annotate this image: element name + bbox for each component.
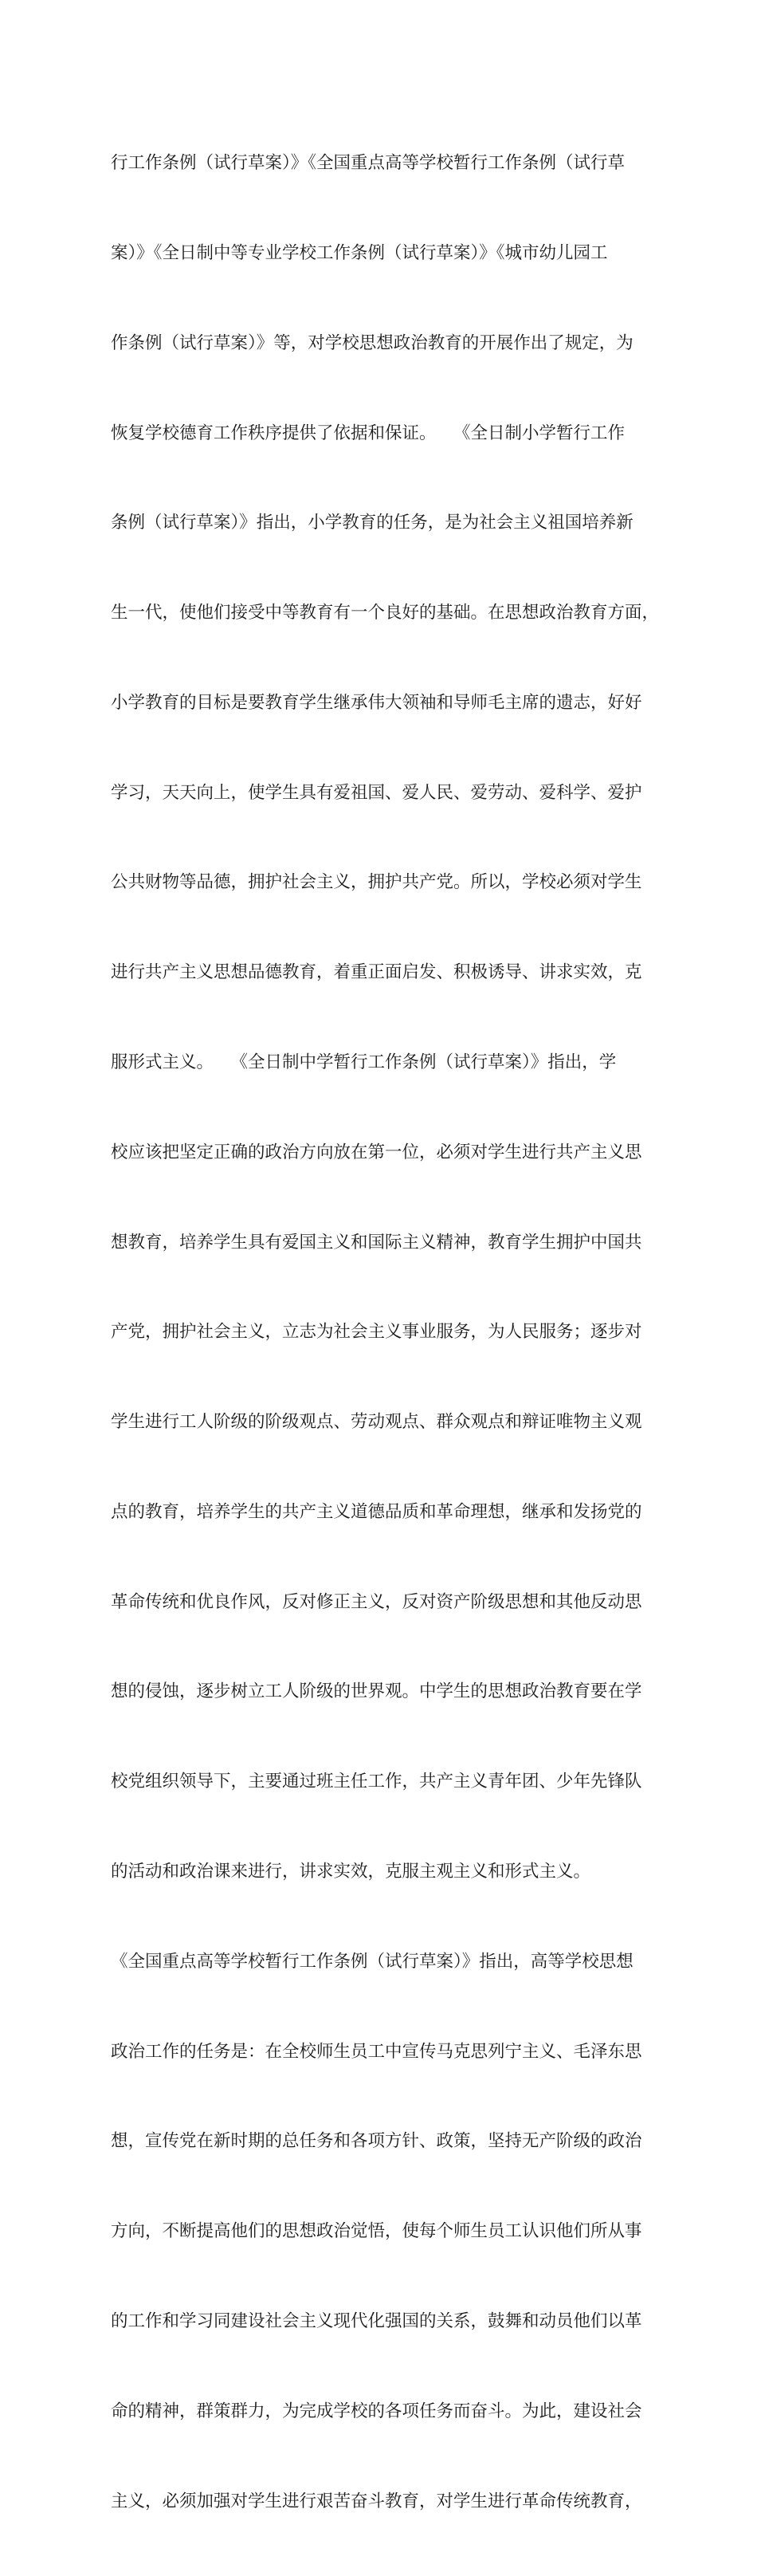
text-line: 的工作和学习同建设社会主义现代化强国的关系，鼓舞和动员他们以革 xyxy=(111,2311,642,2331)
text-line: 的活动和政治课来进行，讲求实效，克服主观主义和形式主义。 xyxy=(111,1862,591,1882)
text-line: 校党组织领导下，主要通过班主任工作，共产主义青年团、少年先锋队 xyxy=(111,1772,642,1792)
text-line: 案）》《全日制中等专业学校工作条例（试行草案）》《城市幼儿园工 xyxy=(111,242,608,263)
text-line: 想教育，培养学生具有爱国主义和国际主义精神，教育学生拥护中国共 xyxy=(111,1232,642,1253)
text-line: 条例（试行草案）》指出，小学教育的任务，是为社会主义祖国培养新 xyxy=(111,513,633,533)
text-line: 产党，拥护社会主义，立志为社会主义事业服务，为人民服务；逐步对 xyxy=(111,1322,642,1343)
text-line: 行工作条例（试行草案）》《全国重点高等学校暂行工作条例（试行草 xyxy=(111,153,626,174)
text-line: 想的侵蚀，逐步树立工人阶级的世界观。中学生的思想政治教育要在学 xyxy=(111,1681,642,1702)
text-line: 点的教育，培养学生的共产主义道德品质和革命理想，继承和发扬党的 xyxy=(111,1501,642,1522)
text-line: 进行共产主义思想品德教育，着重正面启发、积极诱导、讲求实效，克 xyxy=(111,962,642,983)
text-line: 政治工作的任务是：在全校师生员工中宣传马克思列宁主义、毛泽东思 xyxy=(111,2041,642,2062)
body-text xyxy=(111,88,660,2576)
text-line: 公共财物等品德，拥护社会主义，拥护共产党。所以，学校必须对学生 xyxy=(111,872,642,893)
text-line: 主义，必须加强对学生进行艰苦奋斗教育，对学生进行革命传统教育， xyxy=(111,2491,642,2511)
text-line: 命的精神，群策群力，为完成学校的各项任务而奋斗。为此，建设社会 xyxy=(111,2401,642,2421)
text-line: 想，宣传党在新时期的总任务和各项方针、政策，坚持无产阶级的政治 xyxy=(111,2131,642,2152)
text-line: 《全国重点高等学校暂行工作条例（试行草案）》指出，高等学校思想 xyxy=(111,1951,633,1972)
text-line: 小学教育的目标是要教育学生继承伟大领袖和导师毛主席的遗志，好好 xyxy=(111,692,642,713)
text-line: 学生进行工人阶级的阶级观点、劳动观点、群众观点和辩证唯物主义观 xyxy=(111,1412,642,1433)
text-line: 革命传统和优良作风，反对修正主义，反对资产阶级思想和其他反动思 xyxy=(111,1591,642,1612)
text-line: 学习，天天向上，使学生具有爱祖国、爱人民、爱劳动、爱科学、爱护 xyxy=(111,782,642,803)
text-line: 方向，不断提高他们的思想政治觉悟，使每个师生员工认识他们所从事 xyxy=(111,2221,642,2242)
text-line: 恢复学校德育工作秩序提供了依据和保证。 《全日制小学暂行工作 xyxy=(111,423,626,443)
text-line: 校应该把坚定正确的政治方向放在第一位，必须对学生进行共产主义思 xyxy=(111,1142,642,1162)
text-line: 生一代，使他们接受中等教育有一个良好的基础。在思想政治教育方面， xyxy=(111,603,660,623)
text-line: 服形式主义。 《全日制中学暂行工作条例（试行草案）》指出，学 xyxy=(111,1052,617,1072)
text-line: 作条例（试行草案）》等，对学校思想政治教育的开展作出了规定，为 xyxy=(111,332,633,353)
